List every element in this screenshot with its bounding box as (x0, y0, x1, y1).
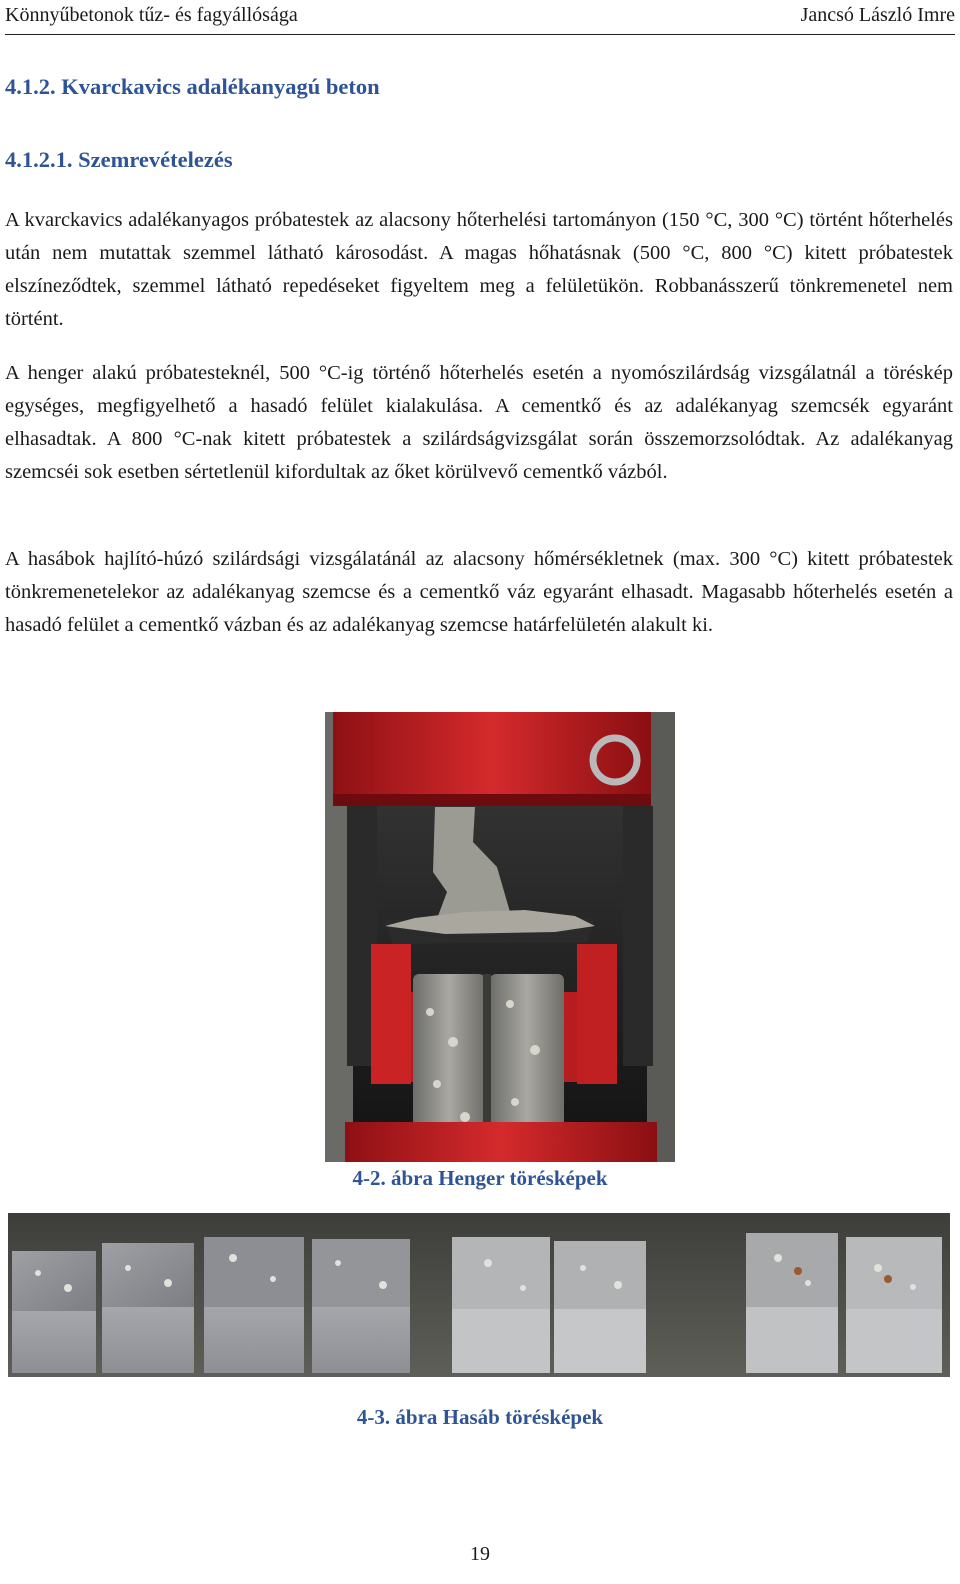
figure-caption-prisms: 4-3. ábra Hasáb törésképek (356, 1405, 604, 1429)
page-header (5, 0, 955, 35)
paragraph-prism-failure: A hasábok hajlító-húzó szilárdsági vizsgálatánál az alacsony hőmérsékletnek (max. 300 °C) kitett próbatestek tönkremenetelekor az adalékanyag szemcse és a cementkő váz egyaránt elhasadt. Magasabb hőterhelés esetén a hasadó felület a cementkő vázban és az adalékanyag szemcse határfelületén alakult ki. (5, 548, 953, 636)
document-title: Könnyűbetonok tűz- és fagyállósága (5, 4, 298, 26)
section-heading: 4.1.2. Kvarckavics adalékanyagú beton (5, 74, 380, 99)
paragraph-cylinder-failure: A henger alakú próbatesteknél, 500 °C-ig történő hőterhelés esetén a nyomószilárdság vizsgálatnál a töréskép egységes, megfigyelhető a hasadó felület kialakulása. A cementkő és az adalékanyag szemcsék egyaránt elhasadtak. A 800 °C-nak kitett próbatestek a szilárdságvizsgálat során összemorzsolódtak. Az adalékanyag szemcséi sok esetben sértetlenül kifordultak az őket körülvevő cementkő vázból. (5, 362, 953, 483)
author-name: Jancsó László Imre (800, 4, 955, 26)
subsection-heading: 4.1.2.1. Szemrevételezés (5, 147, 233, 172)
figure-caption-cylinders: 4-2. ábra Henger törésképek (352, 1166, 608, 1190)
paragraph-visual-inspection: A kvarckavics adalékanyagos próbatestek az alacsony hőterhelési tartományon (150 °C, 300 °C) történt hőterhelés után nem mutattak szemmel látható károsodást. A magas hőhatásnak (500 °C, 800 °C) kitett próbatestek elszíneződtek, szemmel látható repedéseket figyeltem meg a felületükön. Robbanásszerű tönkremenetel nem történt. (5, 209, 953, 330)
page-number: 19 (470, 1543, 490, 1565)
prism-fracture-photo (8, 1213, 950, 1377)
cylinder-fracture-photo (325, 712, 675, 1162)
